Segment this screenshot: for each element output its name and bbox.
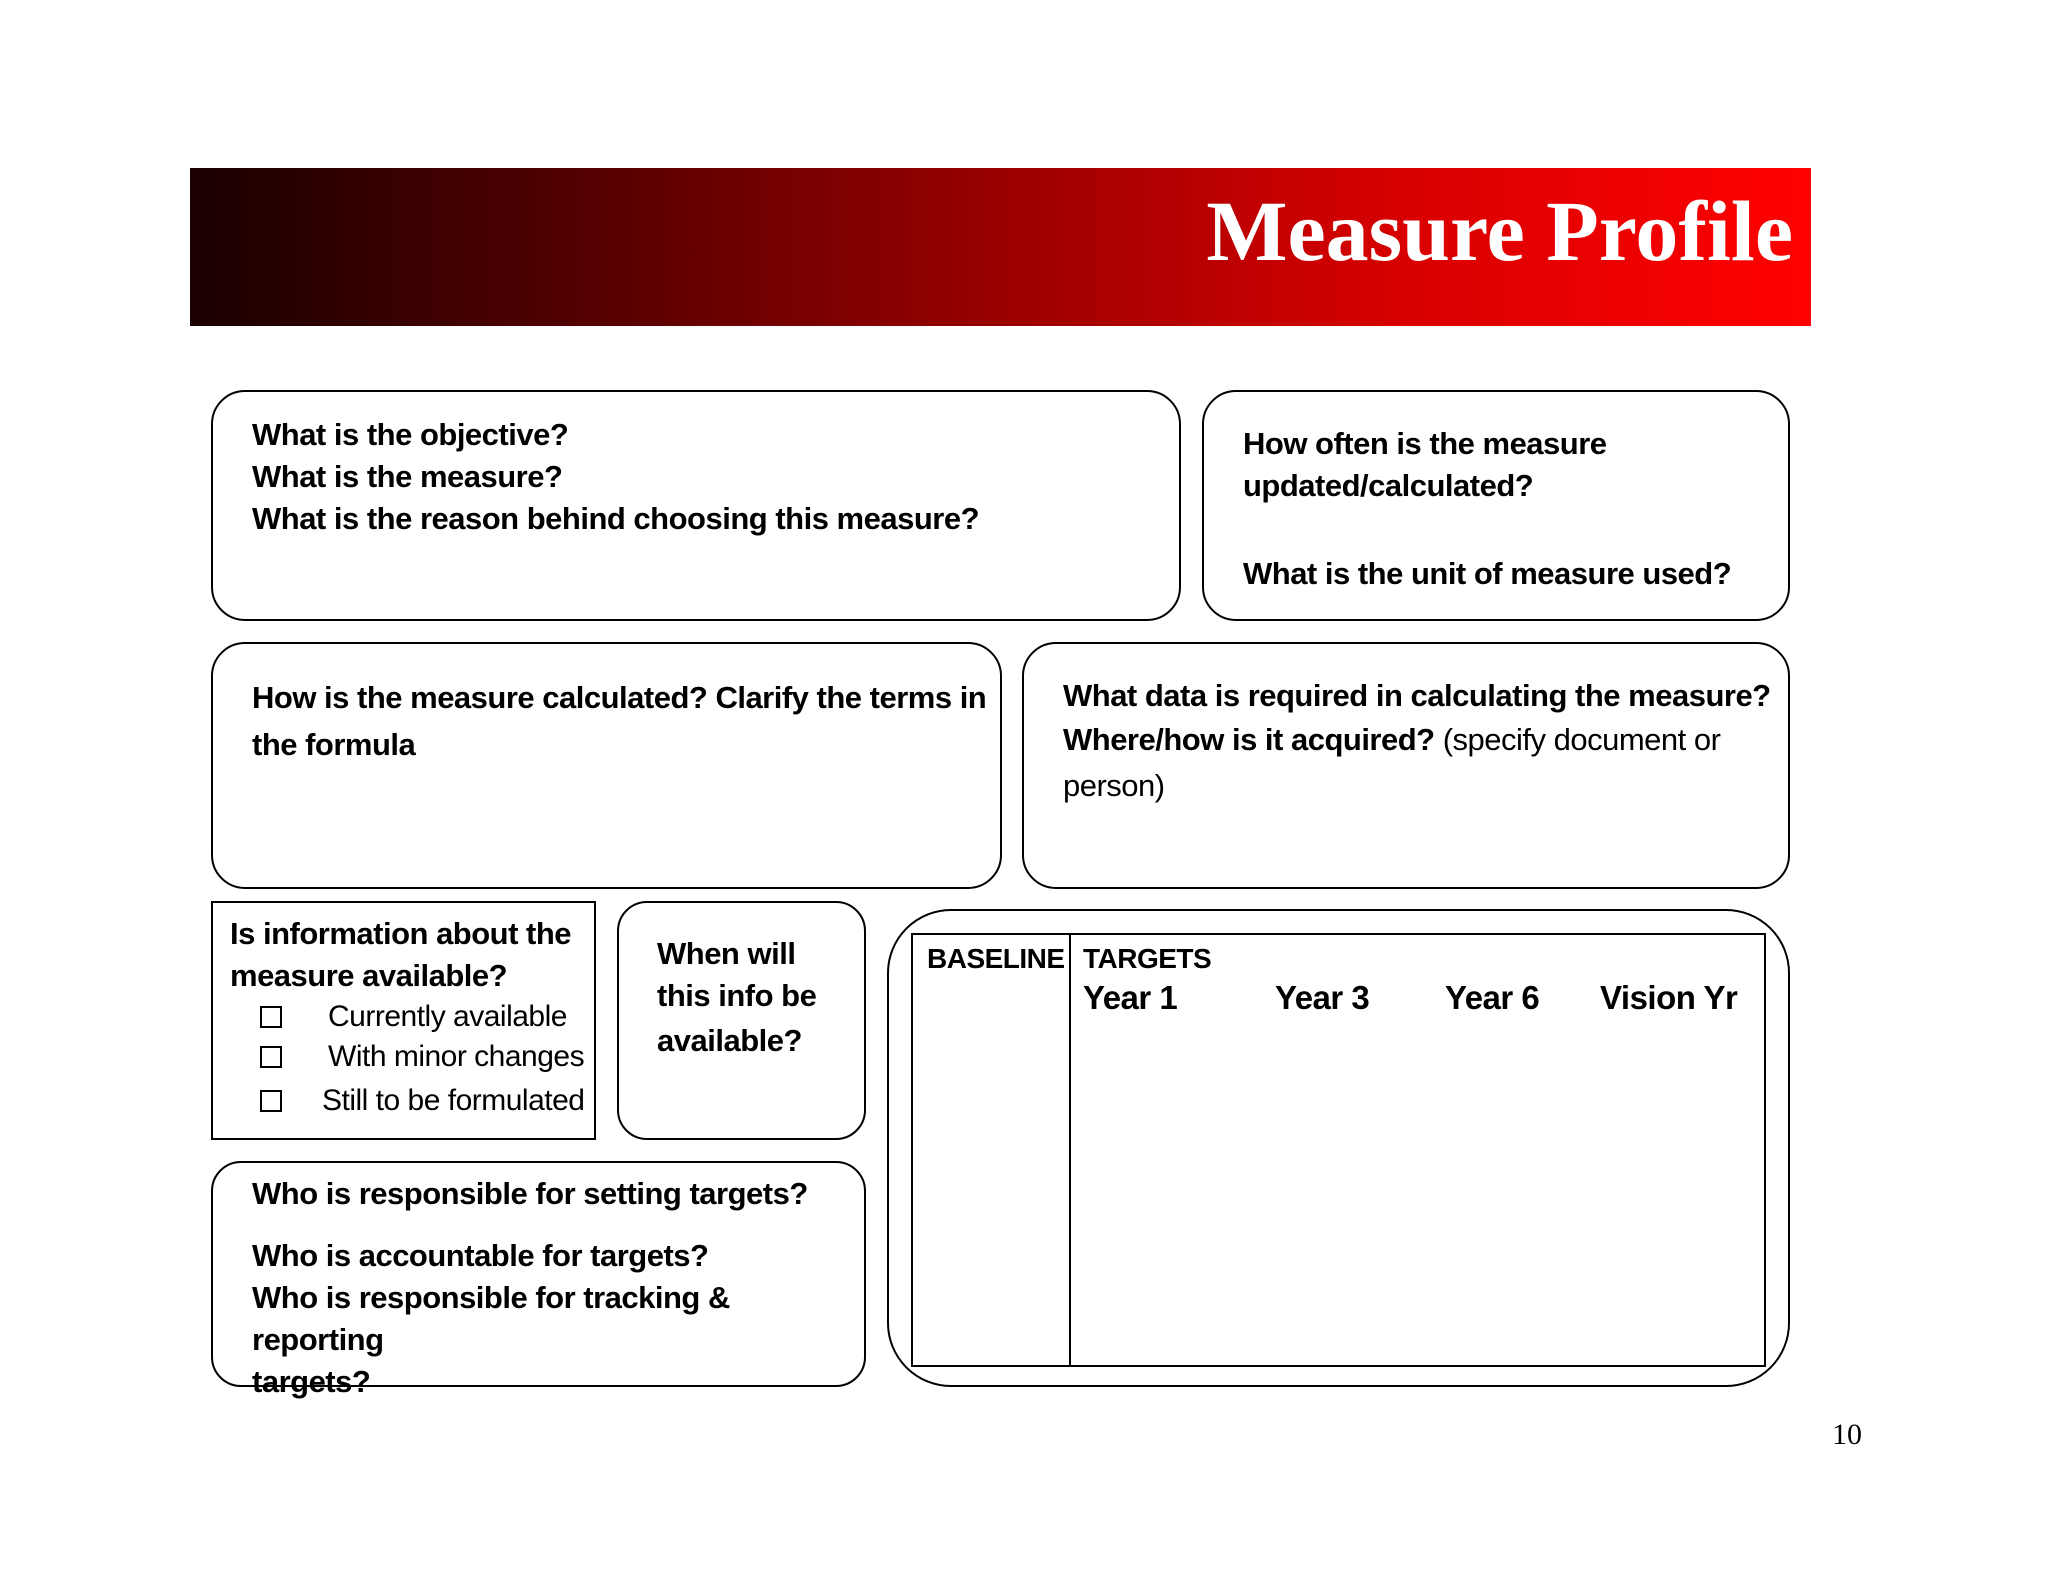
acquired-note-line3: person) [1063,768,1165,803]
tracking-question-line1: Who is responsible for tracking & reporting [252,1280,730,1357]
setting-targets-question: Who is responsible for setting targets? [252,1176,808,1211]
measure-question: What is the measure? [252,459,563,494]
targets-table [911,933,1766,1367]
data-question-line1: What data is required in calculating the measure? [1063,678,1771,713]
year-1-header: Year 1 [1083,979,1178,1016]
calculation-question-line2: the formula [252,727,416,762]
page-number: 10 [1832,1418,1862,1451]
frequency-box [1202,390,1790,621]
option-minor-changes[interactable] [260,1037,584,1077]
option-label: With minor changes [328,1040,585,1073]
when-question-line3: available? [657,1023,802,1058]
acquired-note: (specify document or [1434,722,1721,757]
accountable-question: Who is accountable for targets? [252,1238,709,1273]
availability-question-line1: Is information about the [230,916,572,951]
header-banner [190,168,1811,326]
frequency-question-line2: updated/calculated? [1243,468,1534,503]
acquired-question: Where/how is it acquired? [1063,722,1435,757]
baseline-header: BASELINE [927,943,1065,974]
targets-header: TARGETS [1083,943,1212,974]
option-currently-available[interactable] [260,997,584,1037]
option-label: Currently available [328,1000,567,1033]
year-3-header: Year 3 [1275,979,1370,1016]
data-source-box [1022,642,1790,889]
checkbox-currently-available[interactable] [260,1006,282,1028]
option-label: Still to be formulated [322,1084,585,1117]
baseline-divider [1069,935,1071,1365]
calculation-question-line1: How is the measure calculated? Clarify the terms in [252,680,987,715]
checkbox-minor-changes[interactable] [260,1046,282,1068]
when-question-line2: this info be [657,978,817,1013]
tracking-question-line2: targets? [252,1364,371,1399]
vision-year-header: Vision Yr [1600,979,1738,1016]
year-6-header: Year 6 [1445,979,1540,1016]
availability-date-box [617,901,866,1140]
calculation-box [211,642,1002,889]
when-question-line1: When will [657,936,796,971]
targets-box [887,909,1790,1387]
unit-question: What is the unit of measure used? [1243,556,1732,591]
checkbox-still-to-be-formulated[interactable] [260,1090,282,1112]
availability-question-line2: measure available? [230,958,508,993]
responsibility-box [211,1161,866,1399]
reason-question: What is the reason behind choosing this measure? [252,501,980,536]
page-title: Measure Profile [1206,183,1793,279]
option-still-to-be-formulated[interactable] [260,1081,584,1121]
objective-box [211,390,1181,621]
frequency-question-line1: How often is the measure [1243,426,1607,461]
objective-question: What is the objective? [252,417,569,452]
availability-box [211,901,596,1140]
